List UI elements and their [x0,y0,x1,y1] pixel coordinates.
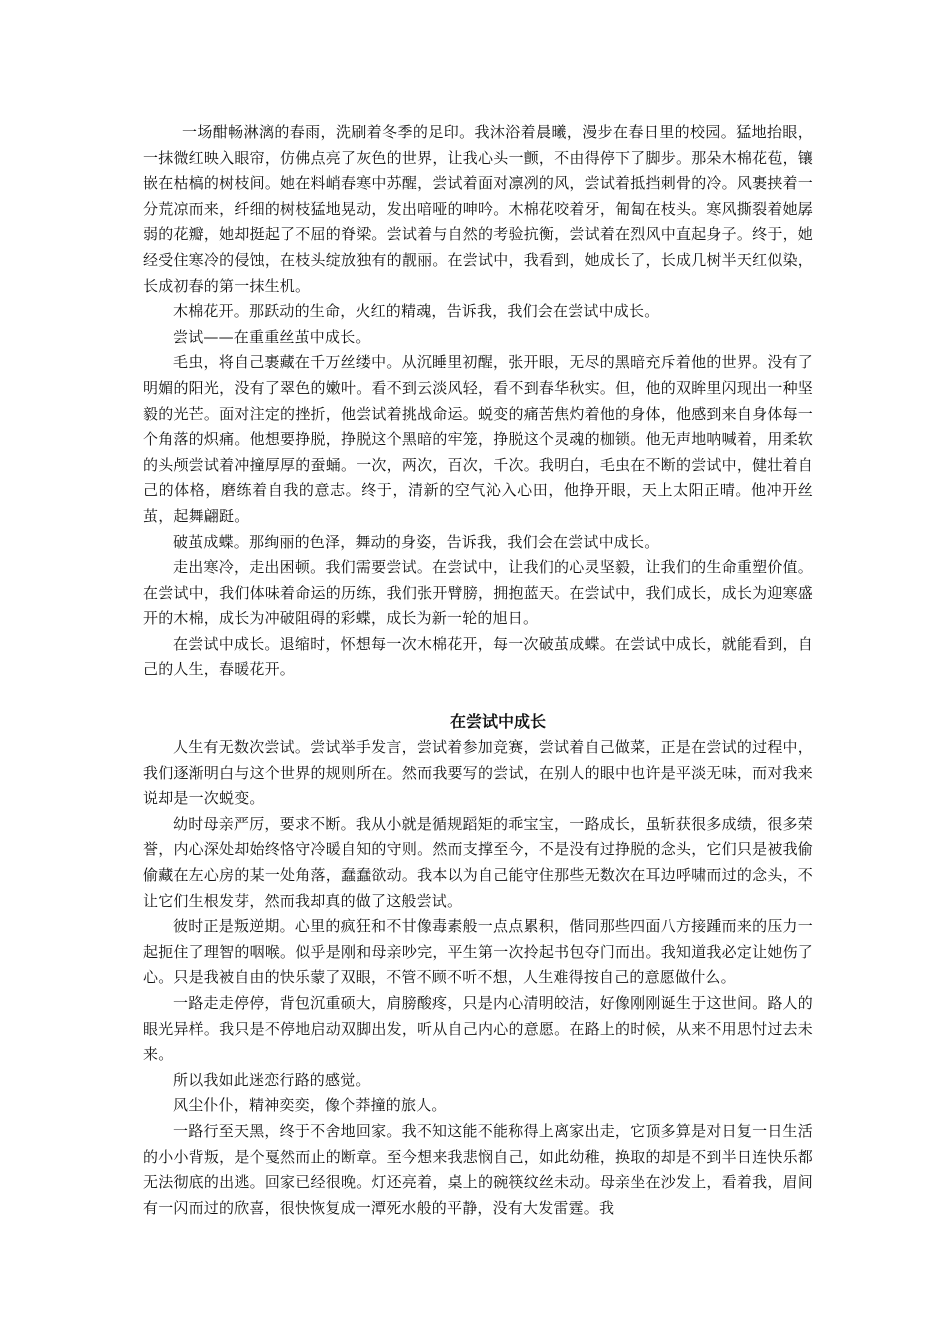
essay2-title: 在尝试中成长 [449,712,546,732]
essay2-paragraph-7: 一路行至天黑，终于不舍地回家。我不知这能不能称得上离家出走，它顶多算是对日复一日生活的小小背叛，是个戛然而止的断章。至今想来我悲悯自己，如此幼稚，换取的却是不到半日连快乐都无法彻底的出逃。回家已经很晚。灯还亮着，桌上的碗筷纹丝未动。母亲坐在沙发上，看着我，眉间有一闪而过的欣喜，很快恢复成一潭死水般的平静，没有大发雷霆。我 [143,1121,813,1217]
essay2-paragraph-6: 风尘仆仆，精神奕奕，像个莽撞的旅人。 [173,1096,447,1115]
section-gap [143,683,813,709]
essay2-paragraph-4: 一路走走停停，背包沉重硕大，肩膀酸疼，只是内心清明皎洁，好像刚刚诞生于这世间。路人的眼光异样。我只是不停地启动双脚出发，听从自己内心的意愿。在路上的时候，从来不用思忖过去未来。 [143,994,813,1064]
essay1-paragraph-6: 走出寒冷，走出困顿。我们需要尝试。在尝试中，让我们的心灵坚毅，让我们的生命重塑价值。在尝试中，我们体味着命运的历练，我们张开臂膀，拥抱蓝天。在尝试中，我们成长，成长为迎寒盛开的木棉，成长为冲破阻碍的彩蝶，成长为新一轮的旭日。 [143,558,813,628]
essay1-paragraph-5: 破茧成蝶。那绚丽的色泽，舞动的身姿，告诉我，我们会在尝试中成长。 [173,532,660,551]
essay2-paragraph-1: 人生有无数次尝试。尝试举手发言，尝试着参加竞赛，尝试着自己做菜，正是在尝试的过程中，我们逐渐明白与这个世界的规则所在。然而我要写的尝试，在别人的眼中也许是平淡无味，而对我来说却是一次蜕变。 [143,738,813,808]
essay1-paragraph-7: 在尝试中成长。退缩时，怀想每一次木棉花开，每一次破茧成蝶。在尝试中成长，就能看到，自己的人生，春暖花开。 [143,634,813,679]
essay1-paragraph-4: 毛虫，将自己裹藏在千万丝缕中。从沉睡里初醒，张开眼，无尽的黑暗充斥着他的世界。没有了明媚的阳光，没有了翠色的嫩叶。看不到云淡风轻，看不到春华秋实。但，他的双眸里闪现出一种坚毅的光芒。面对注定的挫折，他尝试着挑战命运。蜕变的痛苦焦灼着他的身体，他感到来自身体每一个角落的炽痛。他想要挣脱，挣脱这个黑暗的牢笼，挣脱这个灵魂的枷锁。他无声地呐喊着，用柔软的头颅尝试着冲撞厚厚的蚕蛹。一次，两次，百次，千次。我明白，毛虫在不断的尝试中，健壮着自己的体格，磨练着自我的意志。终于，清新的空气沁入心田，他挣开眼，天上太阳正晴。他冲开丝茧，起舞翩跹。 [143,353,813,525]
essay1-paragraph-1: 一场酣畅淋漓的春雨，洗刷着冬季的足印。我沐浴着晨曦，漫步在春日里的校园。猛地抬眼，一抹微红映入眼帘，仿佛点亮了灰色的世界，让我心头一颤，不由得停下了脚步。那朵木棉花苞，镶嵌在枯槁的树枝间。她在料峭春寒中苏醒，尝试着面对凛冽的风，尝试着抵挡刺骨的冷。风裹挟着一分荒凉而来，纤细的树枝猛地晃动，发出喑哑的呻吟。木棉花咬着牙，匍匐在枝头。寒风撕裂着她孱弱的花瓣，她却挺起了不屈的脊梁。尝试着与自然的考验抗衡，尝试着在烈风中直起身子。终于，她经受住寒冷的侵蚀，在枝头绽放独有的靓丽。在尝试中，我看到，她成长了，长成几树半天红似染，长成初春的第一抹生机。 [143,123,813,295]
essay2-paragraph-2: 幼时母亲严厉，要求不断。我从小就是循规蹈矩的乖宝宝，一路成长，虽斩获很多成绩，很多荣誉，内心深处却始终恪守冷暖自知的守则。然而支撑至今，不是没有过挣脱的念头，它们只是被我偷偷藏在左心房的某一处角落，蠢蠢欲动。我本以为自己能守住那些无数次在耳边呼啸而过的念头，不让它们生根发芽，然而我却真的做了这般尝试。 [143,814,813,910]
essay2-paragraph-5: 所以我如此迷恋行路的感觉。 [173,1070,371,1089]
essay1-paragraph-3: 尝试——在重重丝茧中成长。 [173,327,371,346]
essay2-paragraph-3: 彼时正是叛逆期。心里的疯狂和不甘像毒素般一点点累积，偕同那些四面八方接踵而来的压力一起扼住了理智的咽喉。似乎是刚和母亲吵完，平生第一次拎起书包夺门而出。我知道我必定让她伤了心。只是我被自由的快乐蒙了双眼，不管不顾不听不想，人生难得按自己的意愿做什么。 [143,917,813,987]
document-body [143,120,813,1221]
essay1-paragraph-2: 木棉花开。那跃动的生命，火红的精魂，告诉我，我们会在尝试中成长。 [173,302,660,321]
